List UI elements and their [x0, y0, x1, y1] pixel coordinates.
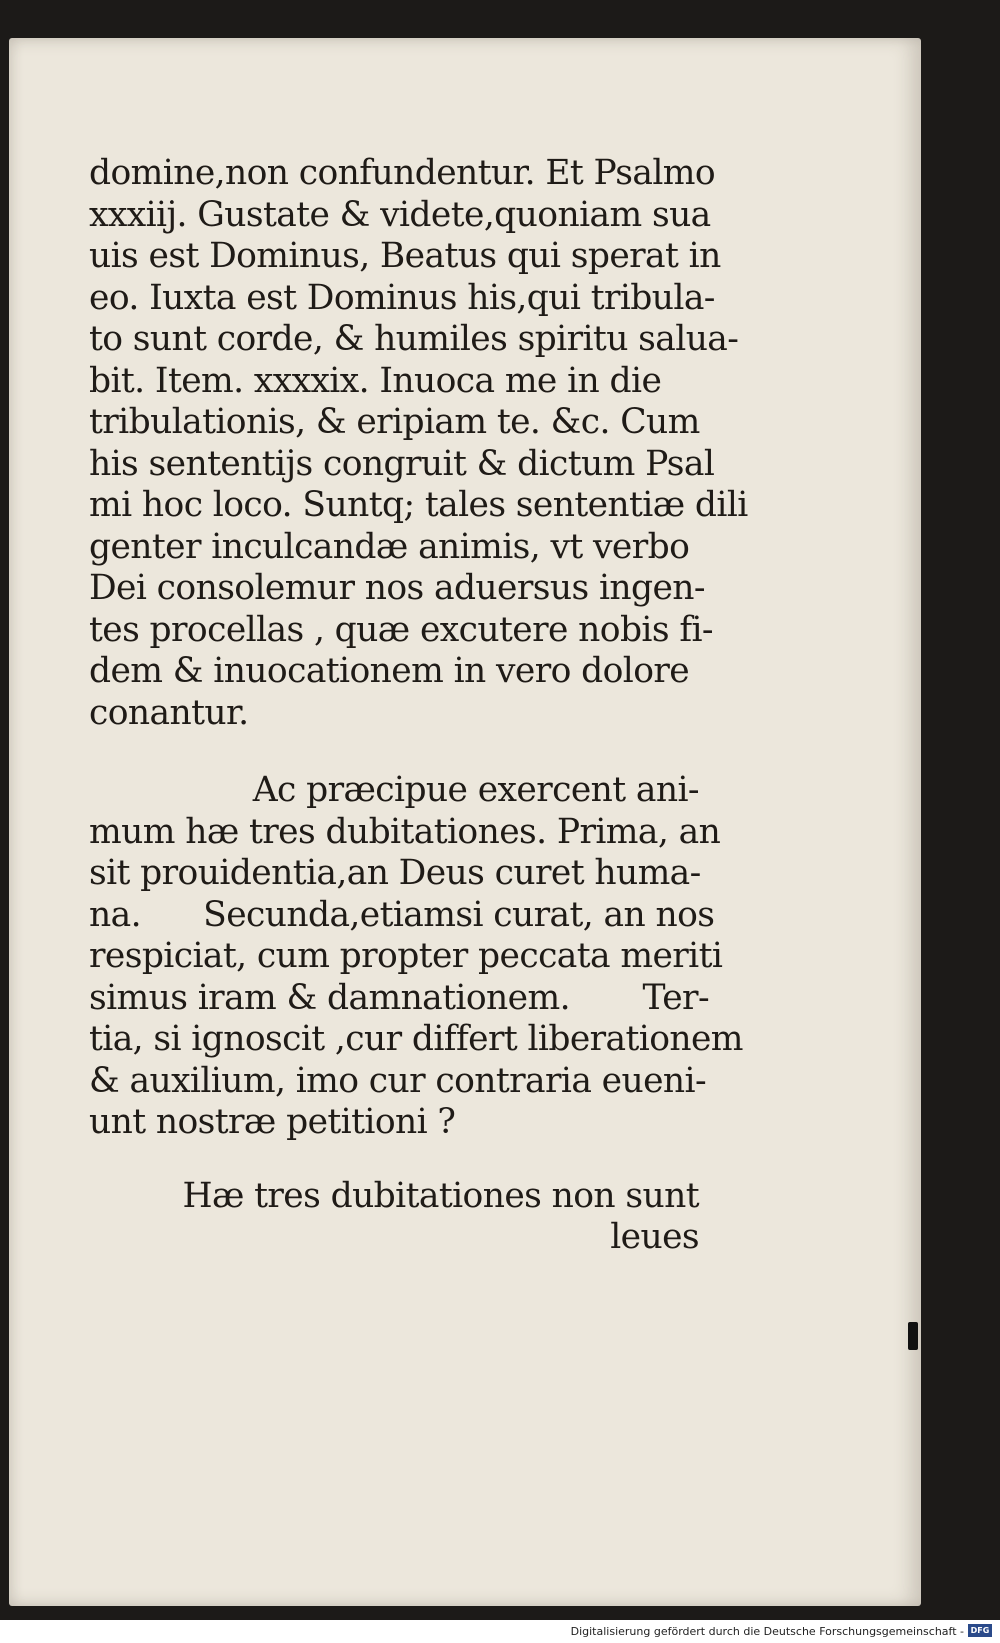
text-line: mum hæ tres dubitationes. Prima, an — [89, 811, 721, 852]
paragraph-1 — [89, 153, 748, 734]
text-line: unt nostræ petitioni ? — [89, 1102, 456, 1142]
page-edge-mark — [908, 1322, 918, 1350]
dfg-logo: DFG — [968, 1624, 992, 1637]
text-line: his sententijs congruit & dictum Psal — [89, 443, 715, 484]
text-line: to sunt corde, & humiles spiritu salua- — [89, 319, 739, 359]
text-line: eo. Iuxta est Dominus his,qui tribula- — [89, 277, 715, 318]
funding-credit: Digitalisierung gefördert durch die Deutsche Forschungsgemeinschaft - — [570, 1625, 964, 1638]
paragraph-3 — [89, 1176, 699, 1259]
text-line: respiciat, cum propter peccata meriti — [89, 936, 723, 976]
text-line: mi hoc loco. Suntq; tales sententiæ dili — [89, 485, 748, 525]
text-line: tribulationis, & eripiam te. &c. Cum — [89, 402, 700, 442]
text-line: bit. Item. xxxxix. Inuoca me in die — [89, 360, 662, 401]
text-line: Ac præcipue exercent ani- — [252, 770, 699, 810]
page-text — [89, 153, 748, 1259]
text-line: xxxiij. Gustate & videte,quoniam sua — [89, 194, 711, 235]
text-line: simus iram & damnationem. Ter- — [89, 977, 710, 1018]
book-page — [9, 38, 921, 1606]
text-line: na. Secunda,etiamsi curat, an nos — [89, 894, 715, 935]
text-line: tes procellas , quæ excutere nobis fi- — [89, 609, 713, 650]
text-line: sit prouidentia,an Deus curet huma- — [89, 853, 701, 893]
text-line: domine,non confundentur. Et Psalmo — [89, 153, 716, 193]
text-line: genter inculcandæ animis, vt verbo — [89, 526, 690, 567]
text-line: uis est Dominus, Beatus qui sperat in — [89, 236, 721, 276]
paragraph-2 — [89, 770, 743, 1144]
text-line: Hæ tres dubitationes non sunt — [182, 1175, 699, 1216]
text-line: conantur. — [89, 692, 249, 733]
text-line: & auxilium, imo cur contraria eueni- — [89, 1060, 707, 1101]
text-line: tia, si ignoscit ,cur differt liberationem — [89, 1019, 743, 1059]
text-line: Dei consolemur nos aduersus ingen- — [89, 568, 705, 608]
catchword: leues — [610, 1217, 699, 1257]
text-line: dem & inuocationem in vero dolore — [89, 651, 690, 691]
